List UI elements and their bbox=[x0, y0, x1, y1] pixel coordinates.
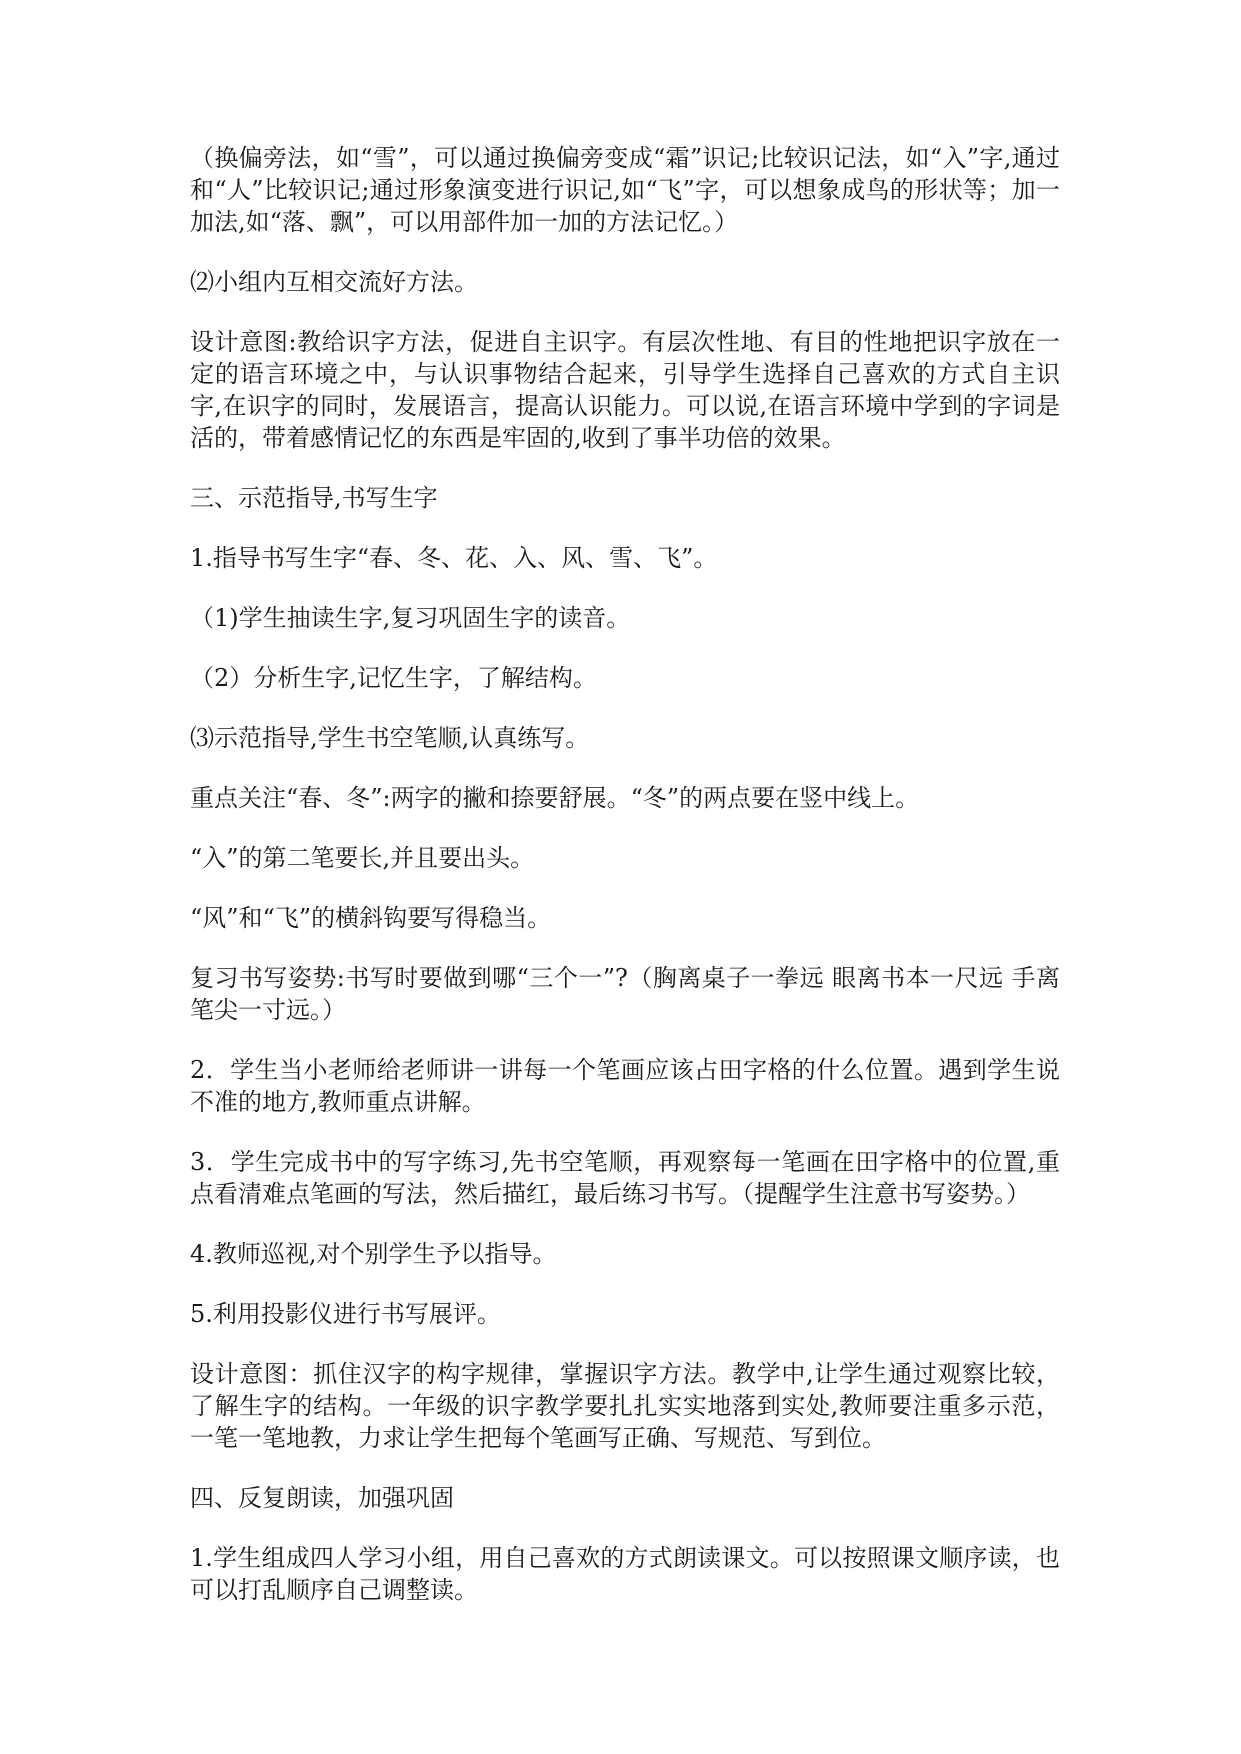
paragraph-reading-groups: 1.学生组成四人学习小组，用自己喜欢的方式朗读课文。可以按照课文顺序读，也可以打乱顺序自己调整读。 bbox=[190, 1544, 1060, 1604]
paragraph-substep-3: ⑶示范指导,学生书空笔顺,认真练写。 bbox=[190, 724, 590, 752]
document-body bbox=[190, 142, 1060, 1634]
paragraph-method-examples: （换偏旁法，如“雪”，可以通过换偏旁变成“霜”识记;比较识记法，如“入”字,通过和“人”比较识记;通过形象演变进行识记,如“飞”字，可以想象成鸟的形状等；加一加法,如“落、飘”，可以用部件加一加的方法记忆。） bbox=[190, 144, 1060, 236]
paragraph-substep-1: （1)学生抽读生字,复习巩固生字的读音。 bbox=[190, 604, 631, 632]
paragraph-step-5: 5.利用投影仪进行书写展评。 bbox=[190, 1300, 501, 1328]
paragraph-design-intent-2: 设计意图：抓住汉字的构字规律，掌握识字方法。教学中,让学生通过观察比较，了解生字的结构。一年级的识字教学要扎扎实实地落到实处,教师要注重多示范，一笔一笔地教，力求让学生把每个笔画写正确、写规范、写到位。 bbox=[190, 1360, 1060, 1452]
paragraph-step-3: 3．学生完成书中的写字练习,先书空笔顺，再观察每一笔画在田字格中的位置,重点看清难点笔画的写法，然后描红，最后练习书写。（提醒学生注意书写姿势。） bbox=[190, 1148, 1060, 1208]
paragraph-design-intent-1: 设计意图:教给识字方法，促进自主识字。有层次性地、有目的性地把识字放在一定的语言环境之中，与认识事物结合起来，引导学生选择自己喜欢的方式自主识字,在识字的同时，发展语言，提高认识能力。可以说,在语言环境中学到的字词是活的，带着感情记忆的东西是牢固的,收到了事半功倍的效果。 bbox=[190, 328, 1060, 452]
section-heading-3: 三、示范指导,书写生字 bbox=[190, 484, 438, 512]
paragraph-focus-ru: “入”的第二笔要长,并且要出头。 bbox=[190, 844, 535, 872]
paragraph-substep-2: （2）分析生字,记忆生字，了解结构。 bbox=[190, 664, 597, 692]
section-heading-4: 四、反复朗读，加强巩固 bbox=[190, 1484, 454, 1512]
paragraph-focus-feng-fei: “风”和“飞”的横斜钩要写得稳当。 bbox=[190, 904, 552, 932]
paragraph-step-2: 2．学生当小老师给老师讲一讲每一个笔画应该占田字格的什么位置。遇到学生说不准的地方,教师重点讲解。 bbox=[190, 1056, 1060, 1116]
paragraph-writing-posture: 复习书写姿势:书写时要做到哪“三个一”?（胸离桌子一拳远 眼离书本一尺远 手离笔尖一寸远。） bbox=[190, 964, 1060, 1024]
paragraph-step-1: 1.指导书写生字“春、冬、花、入、风、雪、飞”。 bbox=[190, 544, 718, 572]
paragraph-step-4: 4.教师巡视,对个别学生予以指导。 bbox=[190, 1240, 557, 1268]
paragraph-focus-chun-dong: 重点关注“春、冬”:两字的撇和捺要舒展。“冬”的两点要在竖中线上。 bbox=[190, 784, 920, 812]
paragraph-group-exchange: ⑵小组内互相交流好方法。 bbox=[190, 268, 478, 296]
